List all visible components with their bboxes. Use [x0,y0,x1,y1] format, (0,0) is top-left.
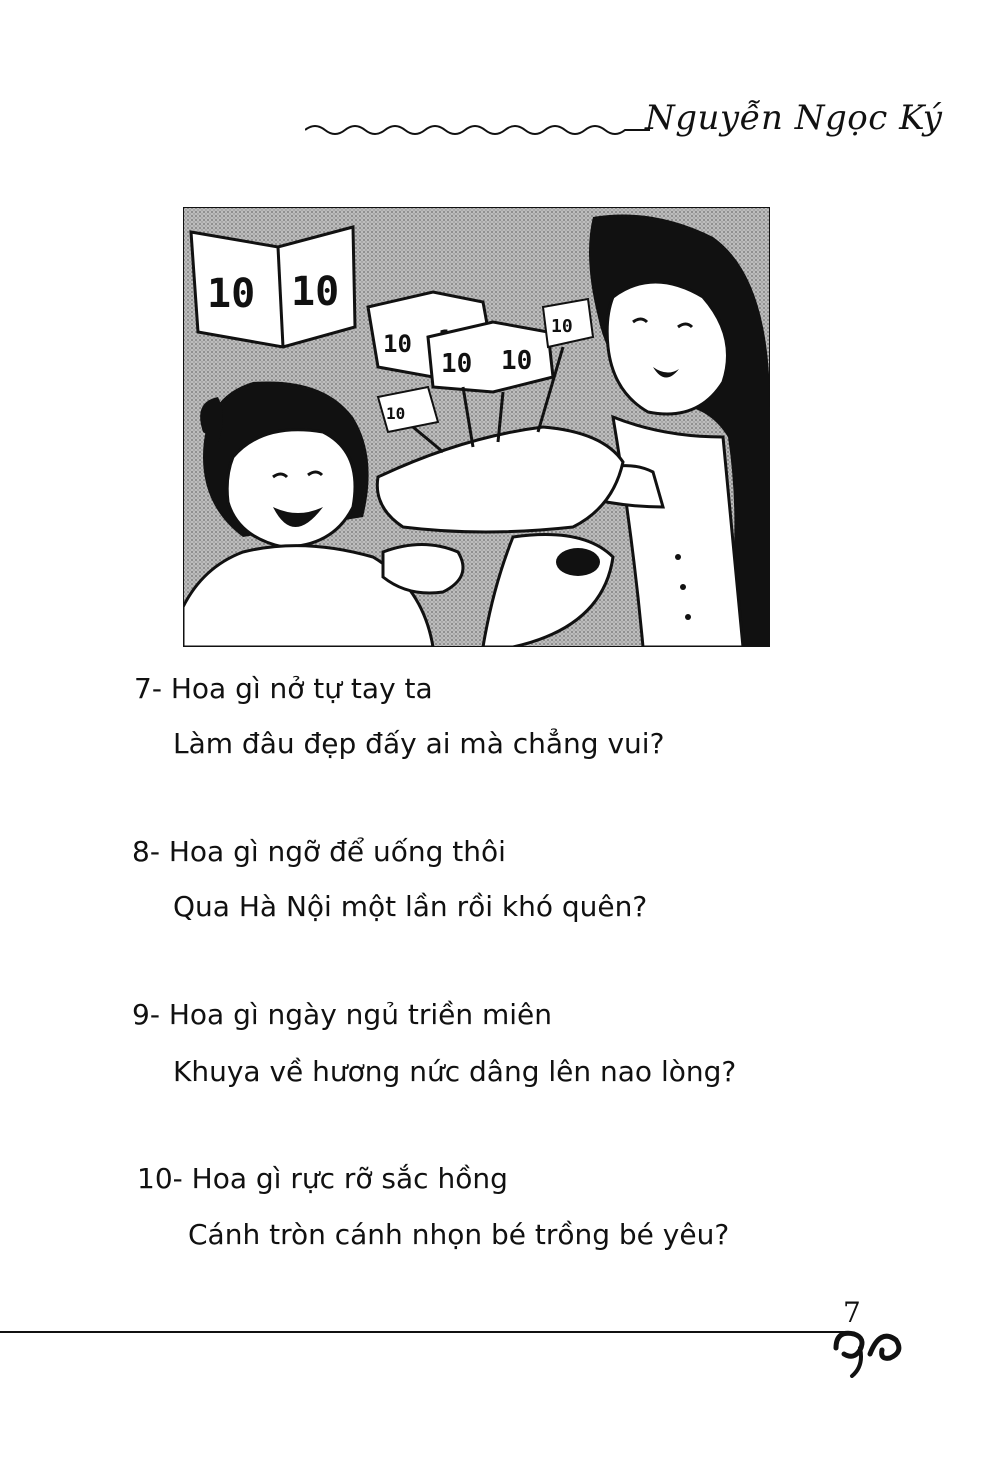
svg-text:10: 10 [501,346,533,376]
svg-text:10: 10 [383,330,412,358]
verse-8-number: 8- [132,835,160,868]
verse-10-line-1 [137,1162,508,1195]
svg-text:10: 10 [207,271,256,317]
verse-8-text-1: Hoa gì ngỡ để uống thôi [168,835,506,868]
score-banner-center [428,322,553,392]
svg-text:10: 10 [441,349,473,379]
svg-text:10: 10 [291,269,340,315]
page-ornament-icon [826,1318,906,1378]
footer-rule [0,1331,850,1333]
svg-text:10: 10 [386,404,406,423]
verse-7-line-2: Làm đâu đẹp đấy ai mà chẳng vui? [173,727,665,760]
verse-9-number: 9- [132,998,160,1031]
verse-10-number: 10- [137,1162,183,1195]
verse-9-line-1 [132,998,552,1031]
author-name: Nguyễn Ngọc Ký [645,98,943,138]
verse-7-number: 7- [134,672,162,705]
verse-8-line-1 [132,835,506,868]
verse-7-line-1 [134,672,433,705]
illustration-girls-with-tray [183,207,770,647]
verse-9-text-1: Hoa gì ngày ngủ triền miên [168,998,553,1031]
header-wave-ornament [305,112,650,142]
verse-10-text-1: Hoa gì rực rỡ sắc hồng [191,1162,508,1195]
svg-text:10: 10 [551,316,573,337]
page-number: 7 [843,1296,861,1329]
score-banner-large [191,227,355,347]
verse-9-line-2: Khuya về hương nức dâng lên nao lòng? [173,1055,737,1088]
verse-7-text-1: Hoa gì nở tự tay ta [170,672,433,705]
verse-10-line-2: Cánh tròn cánh nhọn bé trồng bé yêu? [188,1218,730,1251]
verse-8-line-2: Qua Hà Nội một lần rồi khó quên? [173,890,648,923]
